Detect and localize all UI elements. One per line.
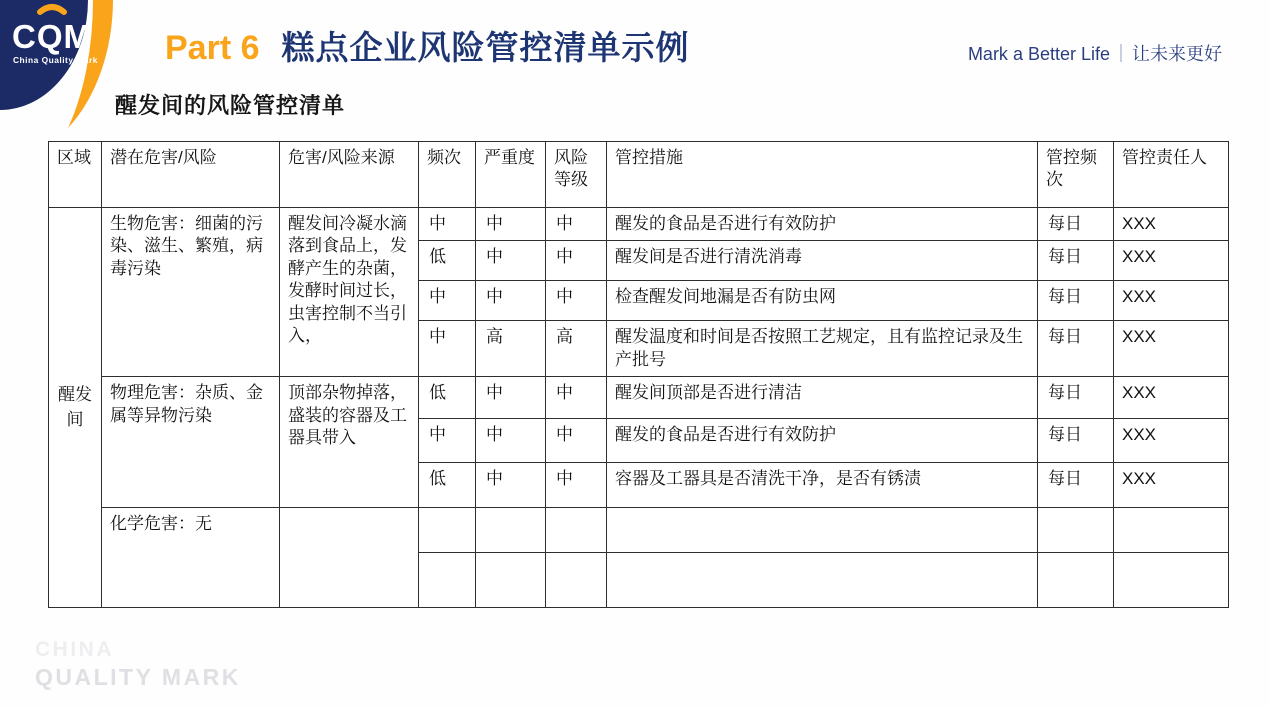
- hazard-cell: 化学危害：无: [102, 508, 280, 608]
- hazard-cell: 生物危害：细菌的污染、滋生、繁殖，病毒污染: [102, 208, 280, 377]
- column-header: 危害/风险来源: [280, 142, 419, 208]
- freq-cell: 低: [419, 241, 476, 281]
- owner-cell: [1114, 508, 1229, 553]
- slogan-en: Mark a Better Life: [967, 44, 1110, 64]
- severity-cell: 中: [476, 208, 546, 241]
- logo-tagline-text: China Quality Mark: [13, 55, 98, 65]
- ctrl-freq-cell: [1038, 508, 1114, 553]
- column-header: 管控频次: [1038, 142, 1114, 208]
- column-header: 风险等级: [546, 142, 607, 208]
- freq-cell: 中: [419, 419, 476, 463]
- severity-cell: 高: [476, 321, 546, 377]
- header: [165, 22, 690, 69]
- logo-brand-text: CQM: [12, 18, 92, 55]
- severity-cell: [476, 553, 546, 608]
- source-cell: 顶部杂物掉落，盛装的容器及工器具带入: [280, 377, 419, 508]
- severity-cell: 中: [476, 419, 546, 463]
- risk-level-cell: 中: [546, 419, 607, 463]
- risk-level-cell: 中: [546, 377, 607, 419]
- risk-level-cell: 中: [546, 241, 607, 281]
- freq-cell: 中: [419, 281, 476, 321]
- brand-slogan: [968, 40, 1222, 66]
- column-header: 区域: [49, 142, 102, 208]
- watermark: [35, 637, 241, 692]
- owner-cell: XXX: [1114, 208, 1229, 241]
- ctrl-freq-cell: 每日: [1038, 208, 1114, 241]
- column-header: 频次: [419, 142, 476, 208]
- owner-cell: XXX: [1114, 281, 1229, 321]
- measure-cell: 容器及工器具是否清洗干净，是否有锈渍: [607, 463, 1038, 508]
- source-cell: 醒发间冷凝水滴落到食品上，发酵产生的杂菌，发酵时间过长，虫害控制不当引入，: [280, 208, 419, 377]
- risk-level-cell: 高: [546, 321, 607, 377]
- measure-cell: 醒发间顶部是否进行清洁: [607, 377, 1038, 419]
- owner-cell: XXX: [1114, 241, 1229, 281]
- severity-cell: 中: [476, 377, 546, 419]
- table-row: [49, 377, 1229, 419]
- risk-control-table: [48, 141, 1229, 608]
- owner-cell: XXX: [1114, 377, 1229, 419]
- severity-cell: 中: [476, 241, 546, 281]
- severity-cell: 中: [476, 463, 546, 508]
- owner-cell: XXX: [1114, 419, 1229, 463]
- freq-cell: 低: [419, 463, 476, 508]
- table-body: [49, 208, 1229, 608]
- measure-cell: 检查醒发间地漏是否有防虫网: [607, 281, 1038, 321]
- risk-level-cell: 中: [546, 281, 607, 321]
- source-cell: [280, 508, 419, 608]
- ctrl-freq-cell: 每日: [1038, 281, 1114, 321]
- hazard-cell: 物理危害：杂质、金属等异物污染: [102, 377, 280, 508]
- measure-cell: 醒发间是否进行清洗消毒: [607, 241, 1038, 281]
- measure-cell: 醒发的食品是否进行有效防护: [607, 208, 1038, 241]
- risk-level-cell: 中: [546, 463, 607, 508]
- severity-cell: 中: [476, 281, 546, 321]
- slogan-zh: 让未来更好: [1132, 44, 1222, 64]
- owner-cell: XXX: [1114, 321, 1229, 377]
- table-row: [49, 208, 1229, 241]
- column-header: 严重度: [476, 142, 546, 208]
- slogan-separator: ｜: [1112, 44, 1130, 64]
- watermark-line1: CHINA: [35, 638, 114, 661]
- freq-cell: [419, 553, 476, 608]
- area-cell: 醒发间: [49, 208, 102, 608]
- measure-cell: 醒发温度和时间是否按照工艺规定，且有监控记录及生产批号: [607, 321, 1038, 377]
- measure-cell: 醒发的食品是否进行有效防护: [607, 419, 1038, 463]
- risk-level-cell: 中: [546, 208, 607, 241]
- severity-cell: [476, 508, 546, 553]
- ctrl-freq-cell: 每日: [1038, 241, 1114, 281]
- owner-cell: XXX: [1114, 463, 1229, 508]
- freq-cell: 中: [419, 321, 476, 377]
- column-header: 管控措施: [607, 142, 1038, 208]
- watermark-line2: QUALITY MARK: [35, 664, 241, 691]
- owner-cell: [1114, 553, 1229, 608]
- header-row: [49, 142, 1229, 208]
- ctrl-freq-cell: 每日: [1038, 463, 1114, 508]
- measure-cell: [607, 508, 1038, 553]
- page-title: 糕点企业风险管控清单示例: [281, 29, 690, 66]
- freq-cell: 低: [419, 377, 476, 419]
- measure-cell: [607, 553, 1038, 608]
- freq-cell: 中: [419, 208, 476, 241]
- freq-cell: [419, 508, 476, 553]
- risk-level-cell: [546, 508, 607, 553]
- column-header: 管控责任人: [1114, 142, 1229, 208]
- ctrl-freq-cell: 每日: [1038, 377, 1114, 419]
- ctrl-freq-cell: 每日: [1038, 419, 1114, 463]
- table-subtitle: 醒发间的风险管控清单: [115, 93, 346, 118]
- part-label: Part 6: [165, 29, 260, 67]
- ctrl-freq-cell: [1038, 553, 1114, 608]
- table-row: [49, 508, 1229, 553]
- ctrl-freq-cell: 每日: [1038, 321, 1114, 377]
- risk-level-cell: [546, 553, 607, 608]
- column-header: 潜在危害/风险: [102, 142, 280, 208]
